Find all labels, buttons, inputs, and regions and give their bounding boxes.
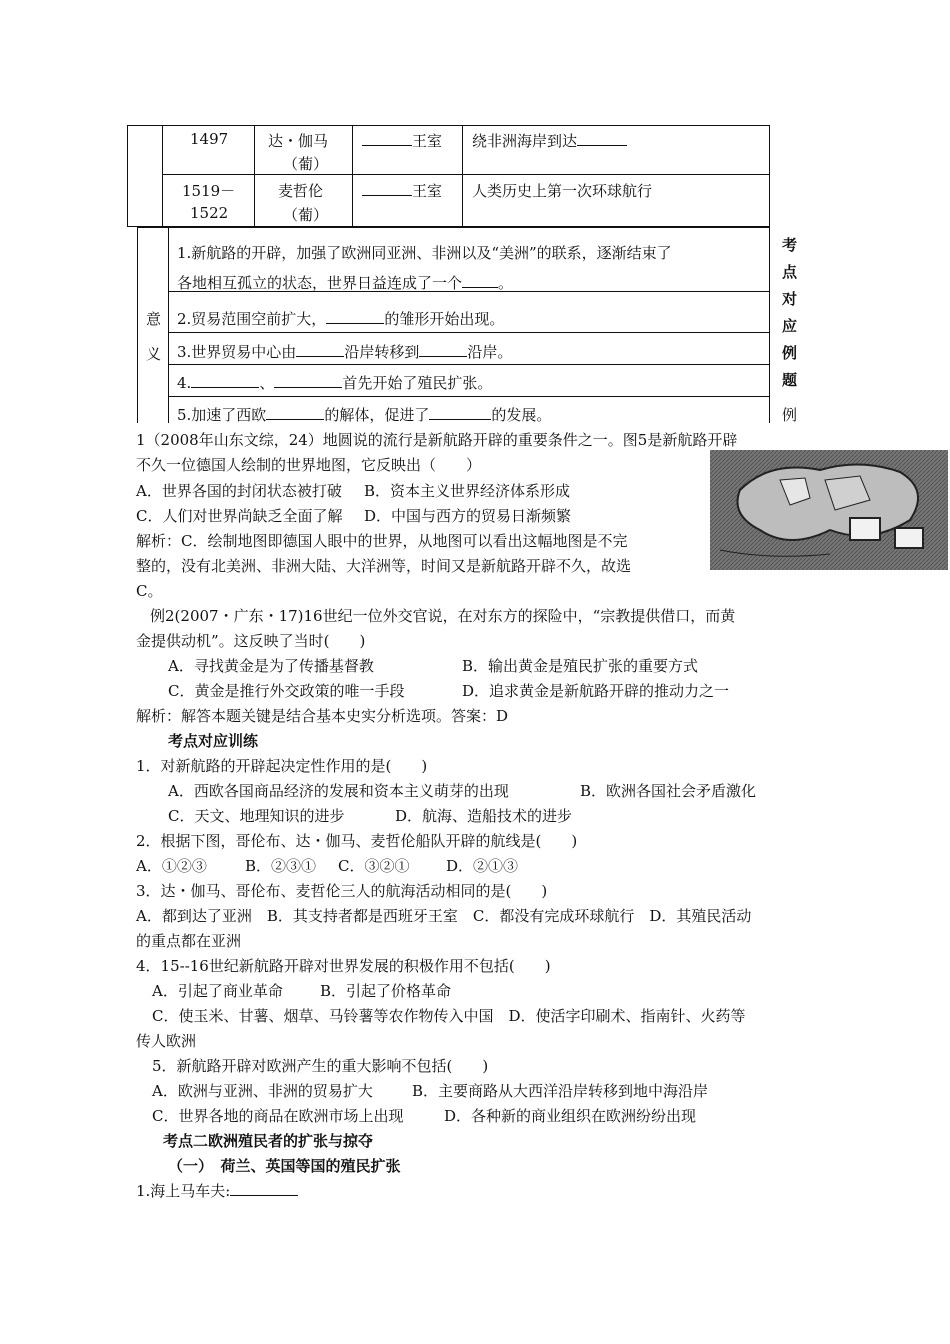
example2-line1: 例2(2007・广东・17)16世纪一位外交官说，在对东方的探险中，“宗教提供借口，而黄: [150, 607, 736, 625]
row2-year-b: 1522: [190, 204, 229, 222]
training-q1-optB: B．欧洲各国社会矛盾激化: [580, 782, 757, 800]
row1-year: 1497: [190, 130, 229, 148]
significance-item1-line1: 1.新航路的开辟，加强了欧洲同亚洲、非洲以及“美洲”的联系，逐渐结束了: [177, 244, 672, 262]
row1-country: （葡）: [283, 155, 329, 173]
section2-subheading: （一） 荷兰、英国等国的殖民扩张: [168, 1157, 401, 1175]
example2-optD: D．追求黄金是新航路开辟的推动力之一: [462, 682, 730, 700]
training-q4-continued: 传人欧洲: [136, 1032, 197, 1050]
example2-explanation: 解析：解答本题关键是结合基本史实分析选项。答案：D: [136, 707, 509, 725]
training-q5-optB: B．主要商路从大西洋沿岸转移到地中海沿岸: [412, 1082, 709, 1100]
training-q2-optA: A．①②③: [136, 857, 207, 875]
significance-item2: 2.贸易范围空前扩大， 的雏形开始出现。: [177, 310, 505, 328]
side-li: 例: [782, 406, 798, 424]
example1-explanation3: C。: [136, 582, 163, 600]
training-q1-optD: D．航海、造船技术的进步: [395, 807, 573, 825]
example1-explanation1: 解析：C．绘制地图即德国人眼中的世界，从地图可以看出这幅地图是不完: [136, 532, 628, 550]
example2-line2: 金提供动机”。这反映了当时( ): [136, 632, 366, 650]
significance-item3: 3.世界贸易中心由 沿岸转移到 沿岸。: [177, 343, 513, 361]
example1-optD: D．中国与西方的贸易日渐频繁: [364, 507, 572, 525]
training-q5-optD: D．各种新的商业组织在欧洲纷纷出现: [444, 1107, 697, 1125]
example1-explanation2: 整的，没有北美洲、非洲大陆、大洋洲等，时间又是新航路开辟不久，故选: [136, 557, 632, 575]
training-q3-options: A．都到达了亚洲 B．其支持者都是西班牙王室 C．都没有完成环球航行 D．其殖民活动: [136, 907, 752, 925]
example1-optC: C．人们对世界尚缺乏全面了解: [136, 507, 343, 525]
training-q3-continued: 的重点都在亚洲: [136, 932, 242, 950]
example1-line1: 1（2008年山东文综，24）地圆说的流行是新航路开辟的重要条件之一。图5是新航路开辟: [136, 431, 738, 449]
training-q5-optC: C．世界各地的商品在欧洲市场上出现: [152, 1107, 404, 1125]
row1-result: 绕非洲海岸到达: [472, 130, 627, 151]
training-heading: 考点对应训练: [168, 732, 259, 750]
example1-optB: B．资本主义世界经济体系形成: [364, 482, 571, 500]
row2-result: 人类历史上第一次环球航行: [472, 182, 653, 200]
significance-label-b: 义: [146, 345, 162, 363]
example1-optA: A．世界各国的封闭状态被打破: [136, 482, 342, 500]
training-q4-optCD: C．使玉米、甘薯、烟草、马铃薯等农作物传入中国 D．使活字印刷术、指南针、火药等: [152, 1007, 746, 1025]
row1-sponsor: 王室: [362, 130, 442, 151]
training-q2-optB: B．②③①: [245, 857, 317, 875]
training-q4-optA: A．引起了商业革命: [152, 982, 283, 1000]
training-q1-optA: A．西欧各国商品经济的发展和资本主义萌芽的出现: [168, 782, 509, 800]
row2-year-a: 1519－: [182, 182, 236, 200]
row2-navigator: 麦哲伦: [278, 182, 324, 200]
significance-label-a: 意: [146, 310, 162, 328]
training-q4-optB: B．引起了价格革命: [320, 982, 452, 1000]
significance-item4: 4. 、 首先开始了殖民扩张。: [177, 374, 493, 392]
section2-heading: 考点二欧洲殖民者的扩张与掠夺: [163, 1132, 374, 1150]
row2-country: （葡）: [283, 206, 329, 224]
training-q5: 5．新航路开辟对欧洲产生的重大影响不包括( ): [152, 1057, 489, 1075]
training-q1: 1．对新航路的开辟起决定性作用的是( ): [136, 757, 428, 775]
training-q5-optA: A．欧洲与亚洲、非洲的贸易扩大: [152, 1082, 373, 1100]
training-q2: 2．根据下图，哥伦布、达・伽马、麦哲伦船队开辟的航线是( ): [136, 832, 578, 850]
example2-optB: B．输出黄金是殖民扩张的重要方式: [462, 657, 699, 675]
row2-sponsor: 王室: [362, 180, 442, 201]
example2-optC: C．黄金是推行外交政策的唯一手段: [168, 682, 405, 700]
side-heading: 考 点 对 应 例 题: [782, 236, 798, 389]
old-world-map-image: [710, 450, 948, 570]
training-q2-optC: C．③②①: [338, 857, 410, 875]
training-q4: 4．15--16世纪新航路开辟对世界发展的积极作用不包括( ): [136, 957, 551, 975]
significance-item1-line2: 各地相互孤立的状态，世界日益连成了一个 。: [177, 274, 514, 292]
training-q1-optC: C．天文、地理知识的进步: [168, 807, 345, 825]
training-q3: 3．达・伽马、哥伦布、麦哲伦三人的航海活动相同的是( ): [136, 882, 548, 900]
significance-item5: 5.加速了西欧 的解体，促进了 的发展。: [177, 406, 552, 424]
section2-item1: 1.海上马车夫:: [136, 1180, 298, 1201]
example2-optA: A．寻找黄金是为了传播基督教: [168, 657, 374, 675]
row1-navigator: 达・伽马: [268, 132, 329, 150]
training-q2-optD: D．②①③: [446, 857, 519, 875]
example1-line2: 不久一位德国人绘制的世界地图，它反映出（ ）: [136, 456, 482, 474]
